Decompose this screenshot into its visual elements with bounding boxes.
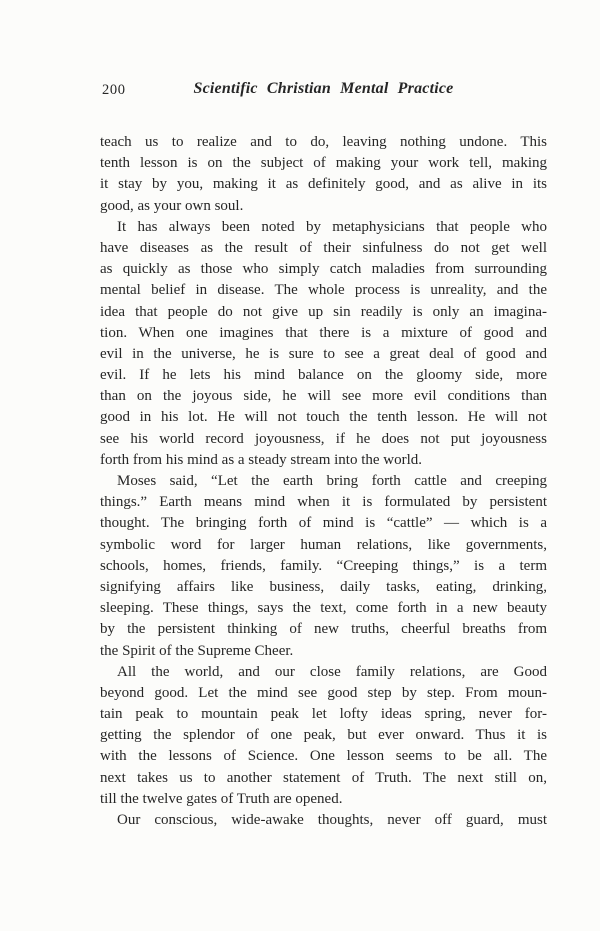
- text-line: tain peak to mountain peak let lofty ideas spring, never for-: [100, 706, 547, 723]
- text-line: it stay by you, making it as definitely good, and as alive in its: [100, 176, 547, 193]
- text-line: getting the splendor of one peak, but ever onward. Thus it is: [100, 727, 547, 744]
- text-line: tion. When one imagines that there is a mixture of good and: [100, 324, 547, 341]
- text-line: sleeping. These things, says the text, come forth in a new beauty: [100, 600, 547, 617]
- text-line: forth from his mind as a steady stream into the world.: [100, 451, 423, 468]
- paragraph: [100, 662, 547, 810]
- text-line: schools, homes, friends, family. “Creeping things,” is a term: [100, 557, 547, 574]
- text-line: evil in the universe, he is sure to see a great deal of good and: [100, 345, 547, 362]
- text-line: than on the joyous side, he will see more evil conditions than: [100, 388, 547, 405]
- page-number: 200: [102, 82, 126, 98]
- text-line: signifying affairs like business, daily tasks, eating, drinking,: [100, 578, 547, 595]
- text-line: Our conscious, wide-awake thoughts, never off guard, must: [117, 812, 547, 828]
- text-line: idea that people do not give up sin readily is only an imagina-: [100, 303, 547, 320]
- text-line: have diseases as the result of their sinfulness do not get well: [100, 239, 547, 256]
- text-line: evil. If he lets his mind balance on the gloomy side, more: [100, 367, 547, 384]
- text-line: symbolic word for larger human relations, like governments,: [100, 536, 547, 553]
- text-line: mental belief in disease. The whole process is unreality, and the: [100, 282, 547, 299]
- text-line: with the lessons of Science. One lesson seems to be all. The: [100, 748, 547, 765]
- text-line: good in his lot. He will not touch the tenth lesson. He will not: [100, 409, 547, 426]
- page-header: [100, 80, 547, 102]
- text-line: thought. The bringing forth of mind is “cattle” — which is a: [100, 515, 547, 532]
- paragraph: [100, 132, 547, 217]
- text-line: good, as your own soul.: [100, 197, 244, 214]
- paragraph: [100, 810, 547, 831]
- text-line: teach us to realize and to do, leaving nothing undone. This: [100, 134, 547, 150]
- text-line: by the persistent thinking of new truths, cheerful breaths from: [100, 621, 547, 638]
- text-line: beyond good. Let the mind see good step by step. From moun-: [100, 684, 547, 701]
- text-line: next takes us to another statement of Truth. The next still on,: [100, 769, 547, 786]
- text-line: see his world record joyousness, if he does not put joyousness: [100, 430, 547, 447]
- text-line: All the world, and our close family relations, are Good: [117, 663, 547, 680]
- page-body: [100, 132, 547, 831]
- text-line: Moses said, “Let the earth bring forth cattle and creeping: [117, 473, 547, 489]
- paragraph: [100, 471, 547, 662]
- paragraph: [100, 217, 547, 471]
- text-line: things.” Earth means mind when it is formulated by persistent: [100, 494, 547, 511]
- running-title: Scientific Christian Mental Practice: [193, 80, 454, 97]
- text-line: It has always been noted by metaphysicians that people who: [117, 218, 547, 235]
- text-line: as quickly as those who simply catch maladies from surrounding: [100, 261, 547, 278]
- text-line: till the twelve gates of Truth are opened.: [100, 790, 343, 807]
- text-line: tenth lesson is on the subject of making your work tell, making: [100, 155, 547, 172]
- text-line: the Spirit of the Supreme Cheer.: [100, 642, 294, 659]
